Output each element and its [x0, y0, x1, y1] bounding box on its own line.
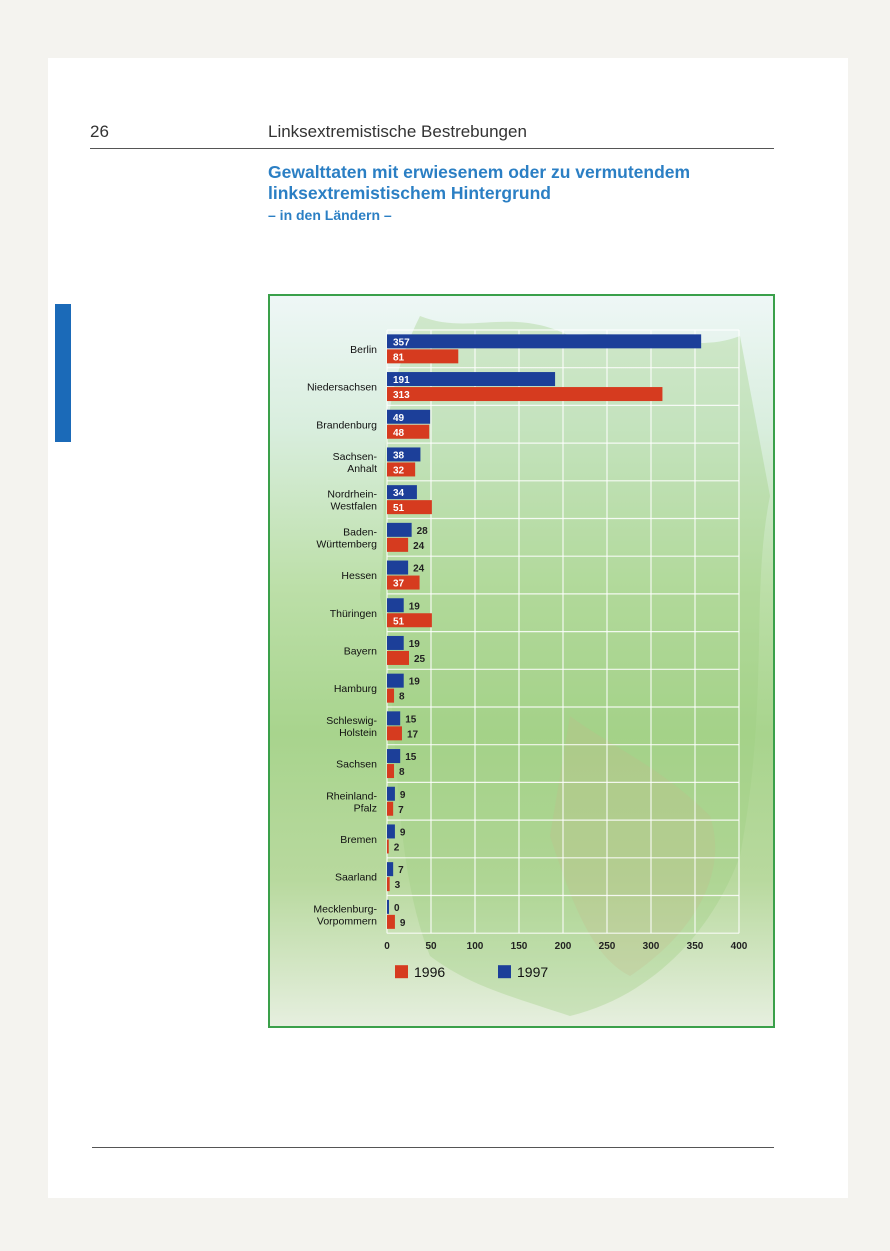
data-label-1996: 7: [398, 804, 404, 816]
data-label-1996: 2: [393, 842, 400, 854]
bar-1997: [387, 561, 408, 575]
chapter-title: Linksextremistische Bestrebungen: [268, 122, 527, 141]
data-label-1997: 28: [416, 525, 428, 537]
category-label: Brandenburg: [316, 419, 377, 432]
category-label: Bayern: [343, 645, 377, 658]
bar-1996: [387, 538, 408, 552]
data-label-1996: 25: [414, 653, 426, 665]
x-tick-label: 50: [425, 941, 437, 953]
data-label-1997: 24: [413, 563, 425, 575]
page-header: [90, 122, 774, 149]
x-tick-label: 0: [384, 941, 390, 953]
data-label-1996: 8: [399, 691, 405, 703]
category-label: Sachsen-Anhalt: [332, 450, 377, 475]
bar-1997: [387, 749, 400, 763]
data-label-1997: 9: [399, 789, 406, 801]
bar-1996: [387, 387, 662, 401]
data-label-1997: 38: [393, 450, 405, 462]
legend-swatch-1996: [395, 965, 408, 978]
category-label: Nordrhein-Westfalen: [327, 488, 377, 513]
category-label: Berlin: [350, 343, 377, 356]
bar-1996: [387, 726, 402, 740]
data-label-1996: 51: [393, 503, 405, 515]
bar-1997: [387, 824, 395, 838]
category-label: Hamburg: [333, 683, 377, 696]
data-label-1997: 15: [405, 752, 417, 764]
data-label-1997: 49: [393, 412, 405, 424]
bar-1996: [387, 839, 389, 853]
data-label-1996: 24: [413, 540, 425, 552]
bar-chart: [270, 296, 773, 1026]
x-tick-label: 400: [730, 941, 748, 953]
bar-1996: [387, 915, 395, 929]
data-label-1996: 8: [399, 767, 405, 779]
data-label-1996: 37: [393, 578, 405, 590]
bar-1997: [387, 862, 393, 876]
bar-1997: [387, 674, 404, 688]
data-label-1996: 3: [394, 880, 401, 892]
category-label: Schleswig-Holstein: [326, 714, 377, 739]
page-number: 26: [90, 122, 109, 141]
data-label-1996: 32: [393, 465, 405, 477]
chart-frame: [268, 294, 775, 1028]
category-label: Saarland: [334, 871, 377, 884]
bar-1997: [387, 636, 404, 650]
x-tick-label: 150: [510, 941, 528, 953]
category-label: Bremen: [340, 833, 377, 846]
figure-title-line-1: Gewalttaten mit erwiesenem oder zu vermutendem: [268, 162, 691, 182]
data-label-1996: 51: [393, 616, 405, 628]
bar-1997: [387, 900, 389, 914]
data-label-1997: 191: [393, 375, 410, 387]
bar-1997: [387, 372, 555, 386]
category-label: Thüringen: [329, 607, 377, 620]
data-label-1997: 19: [408, 638, 420, 650]
bar-1997: [387, 598, 404, 612]
bar-1996: [387, 651, 409, 665]
data-label-1997: 15: [405, 714, 417, 726]
data-label-1996: 17: [406, 729, 419, 741]
data-label-1997: 19: [408, 601, 420, 613]
bar-1997: [387, 711, 400, 725]
data-label-1996: 48: [393, 427, 405, 439]
legend-label-1997: 1997: [517, 964, 549, 981]
category-label: Niedersachsen: [306, 381, 377, 394]
x-tick-label: 250: [598, 941, 616, 953]
data-label-1997: 0: [394, 902, 400, 914]
data-label-1997: 357: [393, 337, 410, 349]
figure-title-block: [268, 162, 788, 226]
map-background: [380, 316, 770, 1016]
data-label-1996: 9: [399, 917, 406, 929]
bar-1997: [387, 334, 701, 348]
footer-rule: [92, 1147, 774, 1148]
data-label-1997: 9: [399, 827, 406, 839]
x-tick-label: 100: [466, 941, 484, 953]
category-label: Hessen: [341, 570, 377, 583]
data-label-1997: 7: [398, 865, 404, 877]
chapter-tab-marker: [55, 304, 71, 442]
x-tick-label: 350: [686, 941, 704, 953]
bar-1997: [387, 787, 395, 801]
bar-1996: [387, 877, 390, 891]
category-label: Rheinland-Pfalz: [326, 790, 377, 815]
data-label-1996: 313: [393, 390, 410, 402]
legend-label-1996: 1996: [414, 964, 446, 981]
category-label: Sachsen: [336, 758, 377, 771]
bar-1997: [387, 523, 412, 537]
category-label: Baden-Württemberg: [316, 526, 377, 551]
figure-title-line-2: linksextremistischem Hintergrund: [268, 183, 551, 203]
category-label: Mecklenburg-Vorpommern: [313, 903, 377, 928]
data-label-1997: 19: [408, 676, 420, 688]
figure-subtitle: – in den Ländern –: [268, 207, 392, 223]
x-tick-label: 200: [554, 941, 572, 953]
data-label-1997: 34: [393, 488, 405, 500]
bar-1996: [387, 802, 393, 816]
bar-1996: [387, 689, 394, 703]
data-label-1996: 81: [393, 352, 405, 364]
x-tick-label: 300: [642, 941, 660, 953]
legend-swatch-1997: [498, 965, 511, 978]
bar-1996: [387, 764, 394, 778]
